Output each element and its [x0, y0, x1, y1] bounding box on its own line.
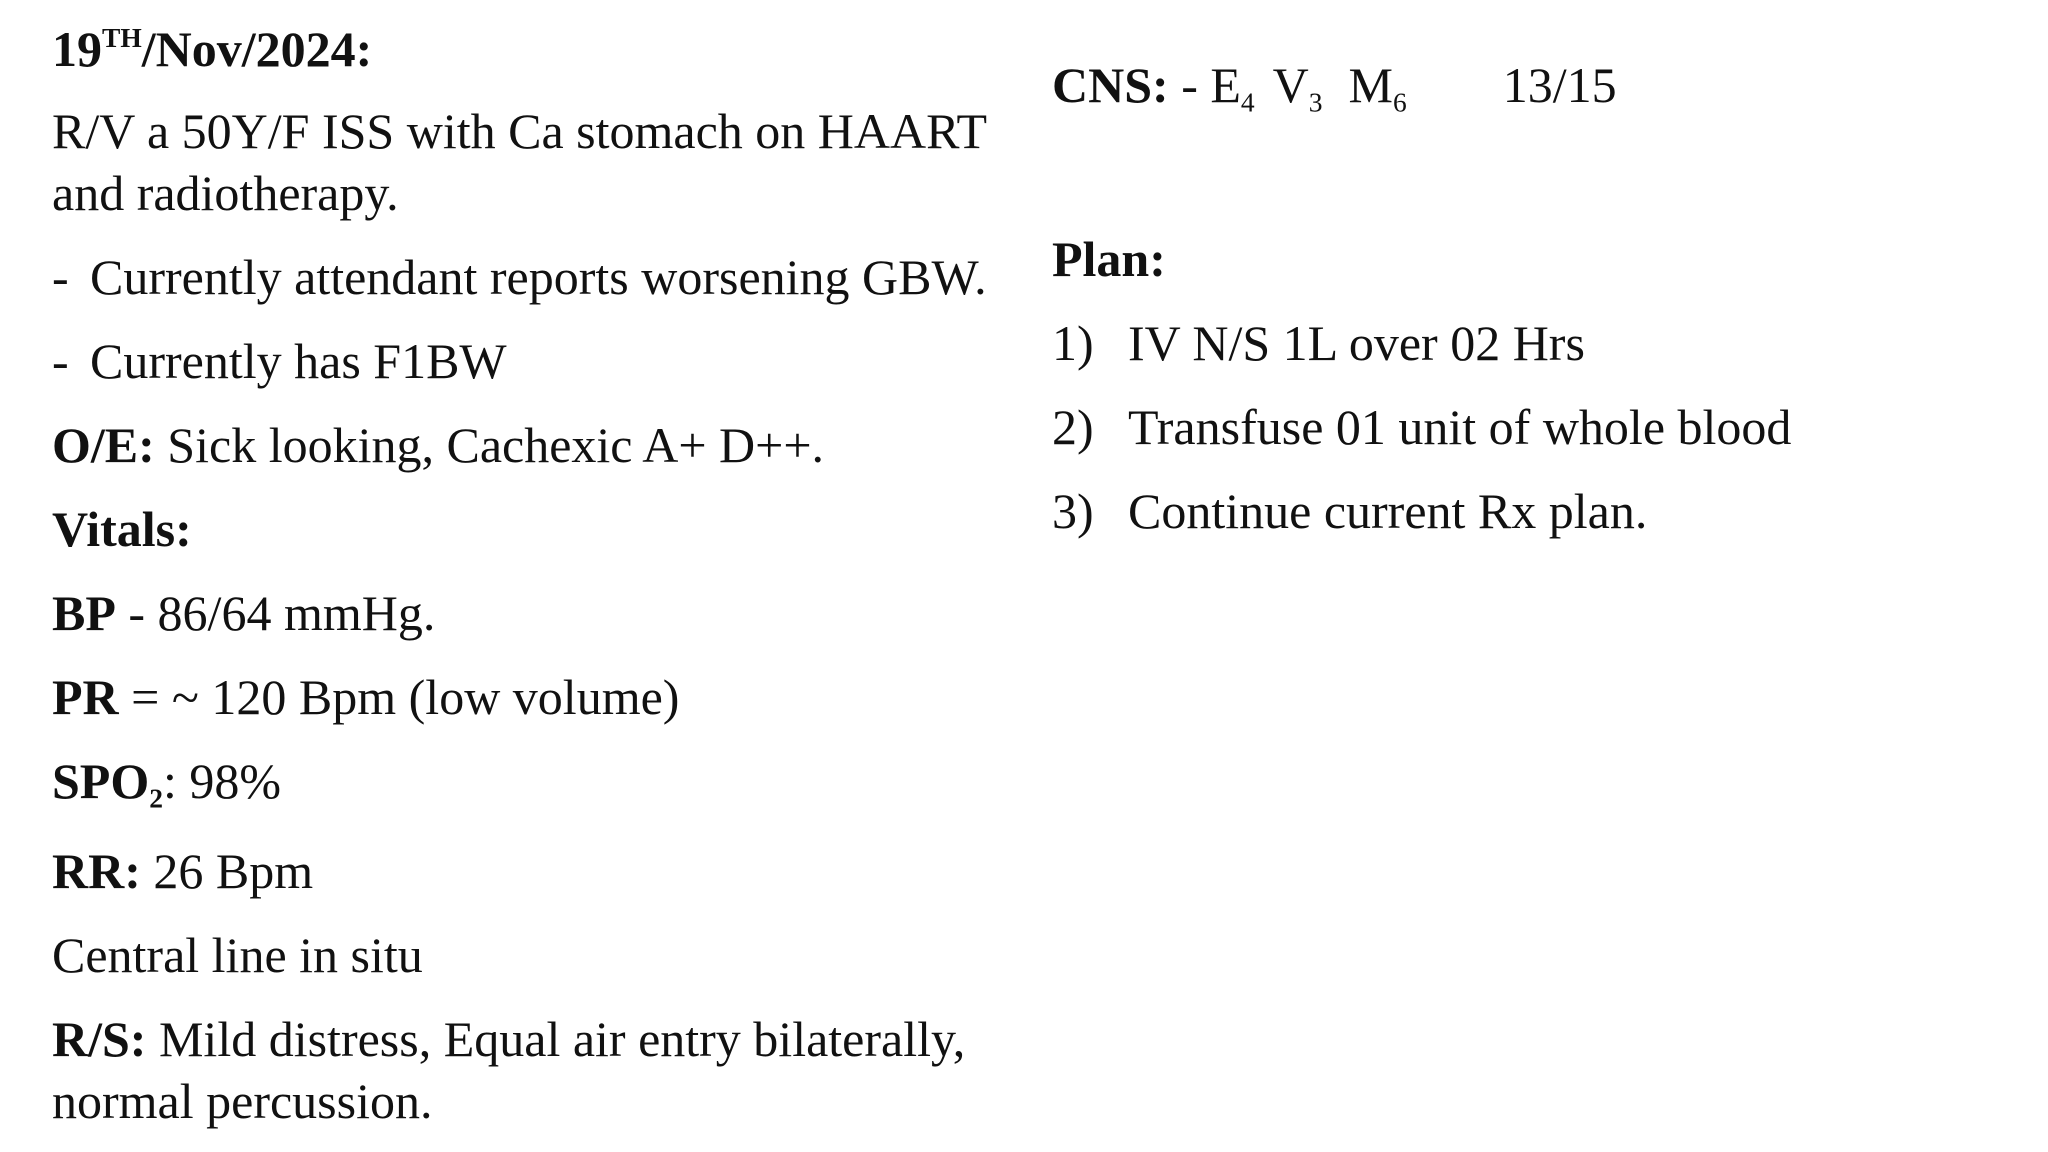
vitals-heading: Vitals:: [52, 501, 192, 557]
rs-text: Mild distress, Equal air entry bilaterally,: [146, 1011, 966, 1067]
cns-verbal-score: 3: [1308, 86, 1323, 118]
exam-label: O/E:: [52, 417, 155, 473]
plan-heading: Plan:: [1052, 231, 1166, 287]
pr-label: PR: [52, 669, 119, 725]
plan-item-text: Transfuse 01 unit of whole blood: [1128, 399, 1792, 455]
plan-item-text: IV N/S 1L over 02 Hrs: [1128, 315, 1585, 371]
cns-eye-score: 4: [1240, 86, 1255, 118]
exam-text: Sick looking, Cachexic A+ D++.: [154, 417, 825, 473]
cns-line: [1052, 54, 1617, 116]
spo2-subscript: 2: [149, 782, 163, 814]
complaint-2-text: Currently has F1BW: [90, 333, 507, 389]
review-line-2: and radiotherapy.: [52, 165, 399, 221]
spo2-line: [52, 750, 281, 812]
pr-line: [52, 666, 679, 728]
plan-item-3: [1052, 480, 1647, 542]
complaint-2: [52, 330, 507, 392]
cns-eye: - E: [1168, 57, 1241, 113]
cns-verbal: V: [1272, 57, 1309, 113]
bullet-dash: -: [52, 333, 69, 389]
gcs-total: 13/15: [1502, 57, 1617, 113]
spo2-label: SPO: [52, 753, 150, 809]
exam-line: [52, 414, 824, 476]
rs-line-2: normal percussion.: [52, 1073, 433, 1129]
spo2-value: : 98%: [163, 753, 282, 809]
note-date: [52, 18, 372, 80]
plan-item-2: [1052, 396, 1791, 458]
plan-item-text: Continue current Rx plan.: [1128, 483, 1648, 539]
rr-value: 26 Bpm: [140, 843, 314, 899]
rr-line: [52, 840, 313, 902]
pr-value: = ~ 120 Bpm (low volume): [118, 669, 680, 725]
rs-label: R/S:: [52, 1011, 147, 1067]
bp-value: - 86/64 mmHg.: [115, 585, 436, 641]
rs-line-1: [52, 1008, 965, 1070]
complaint-1: [52, 246, 987, 308]
bp-label: BP: [52, 585, 116, 641]
bullet-dash: -: [52, 249, 69, 305]
plan-item-number: 2): [1052, 399, 1094, 455]
cns-motor: M: [1348, 57, 1393, 113]
plan-item-number: 1): [1052, 315, 1094, 371]
date-rest: /Nov/2024:: [141, 21, 373, 77]
central-line-note: Central line in situ: [52, 927, 423, 983]
cns-motor-score: 6: [1392, 86, 1407, 118]
bp-line: [52, 582, 435, 644]
date-suffix: TH: [102, 21, 142, 53]
rr-label: RR:: [52, 843, 141, 899]
review-line-1: R/V a 50Y/F ISS with Ca stomach on HAART: [52, 103, 987, 159]
plan-item-number: 3): [1052, 483, 1094, 539]
date-day: 19: [52, 21, 102, 77]
complaint-1-text: Currently attendant reports worsening GBW.: [90, 249, 987, 305]
plan-item-1: [1052, 312, 1585, 374]
cns-label: CNS:: [1052, 57, 1169, 113]
